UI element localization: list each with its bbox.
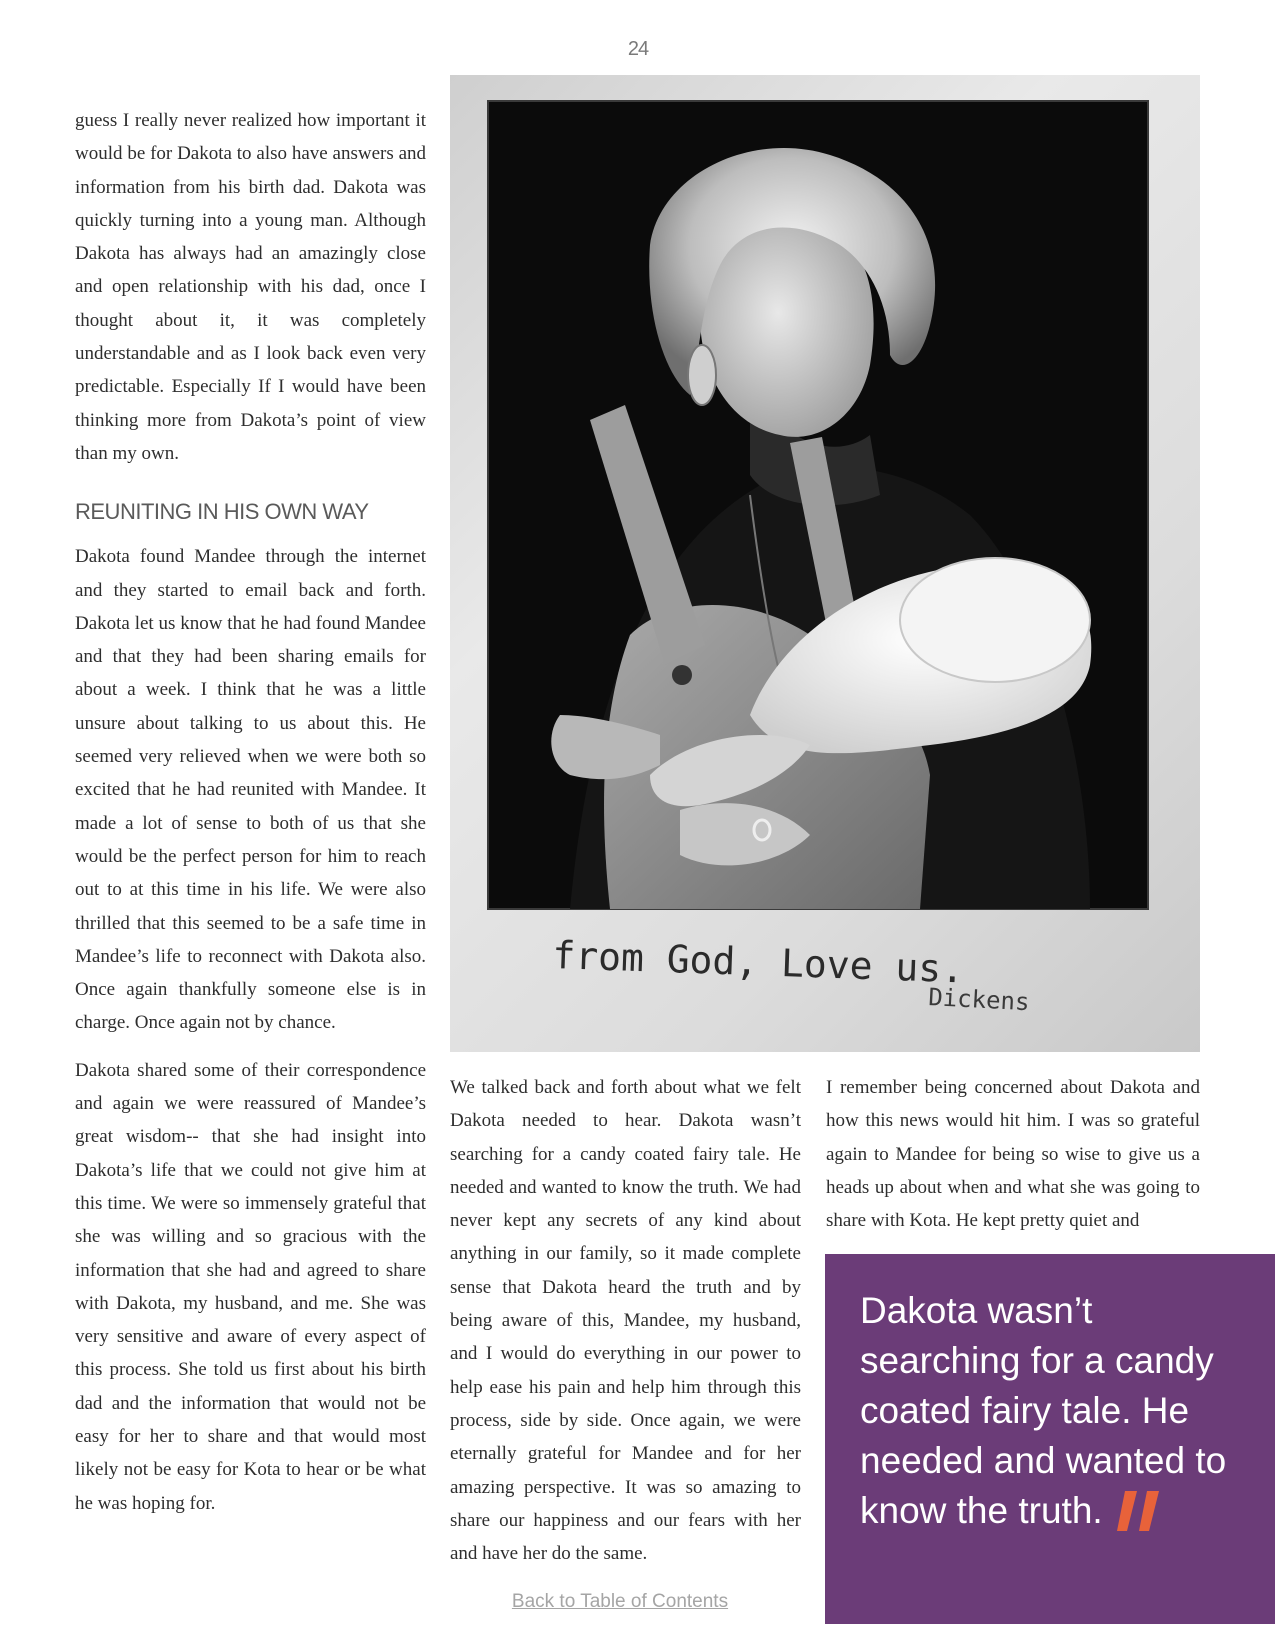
body-paragraph: Dakota found Mandee through the internet and they started to email back and forth. Dakota let us know that he had found Mandee and that they had been sharing emails for about a week. I think that he was a little unsure about talking to us about this. He seemed very relieved when we were both so excited that he had reunited with Mandee. It made a lot of sense to both of us that she would be the perfect person for him to reach out to at this time in his life. We were also thrilled that this seemed to be a safe time in Mandee’s life to reconnect with Dakota also. Once again thankfully someone else is in charge. Once again not by chance.: [75, 546, 426, 1034]
page-number: 24: [627, 38, 649, 60]
photo-caption-handwriting: from God, Love us.: [551, 933, 965, 992]
photo-image: [450, 75, 1200, 1052]
body-paragraph: Dakota shared some of their correspondence and again we were reassured of Mandee’s great wisdom-- that she had insight into Dakota’s life that we could not give him at this time. We were so immensely grateful that she was willing and so gracious with the information that she had and agreed to share with Dakota, my husband, and me. She was very sensitive and aware of every aspect of this process. She told us first about his birth dad and the information that would not be easy for her to share and that would most likely not be easy for Kota to hear or be what he was hoping for.: [75, 1059, 426, 1514]
body-paragraph: guess I really never realized how important it would be for Dakota to also have answers and information from his birth dad. Dakota was quickly turning into a young man. Although Dakota has always had an amazingly close and open relationship with his dad, once I thought about it, it was completely understandable and as I look back even very predictable. Especially If I would have been thinking more from Dakota’s point of view than my own.: [75, 110, 426, 464]
back-to-toc-link[interactable]: Back to Table of Contents: [511, 1591, 729, 1612]
right-column: [826, 1071, 1200, 1237]
pullquote-text-wrap: [860, 1286, 1260, 1544]
polaroid-photo: [450, 75, 1200, 1052]
photo-signature-handwriting: Dickens: [927, 983, 1031, 1017]
pullquote-text: Dakota wasn’t searching for a candy coated fairy tale. He needed and wanted to know the truth.: [860, 1290, 1227, 1531]
section-heading: REUNITING IN HIS OWN WAY: [75, 499, 369, 525]
middle-column: [450, 1071, 801, 1570]
body-paragraph: We talked back and forth about what we felt Dakota needed to hear. Dakota wasn’t searching for a candy coated fairy tale. He needed and wanted to know the truth. We had never kept any secrets of any kind about anything in our family, so it made complete sense that Dakota heard the truth and by being aware of this, Mandee, my husband, and I would do everything in our power to help ease his pain and help him through this process, side by side. Once again, we were eternally grateful for Mandee and for her amazing perspective. It was so amazing to share our happiness and our fears with her and have her do the same.: [450, 1077, 801, 1565]
closing-quote-icon: [1117, 1491, 1161, 1544]
left-column: [75, 104, 426, 1520]
pullquote-box: [825, 1254, 1275, 1624]
body-paragraph: I remember being concerned about Dakota and how this news would hit him. I was so grateful again to Mandee for being so wise to give us a heads up about when and what she was going to share with Kota. He kept pretty quiet and: [826, 1077, 1200, 1232]
